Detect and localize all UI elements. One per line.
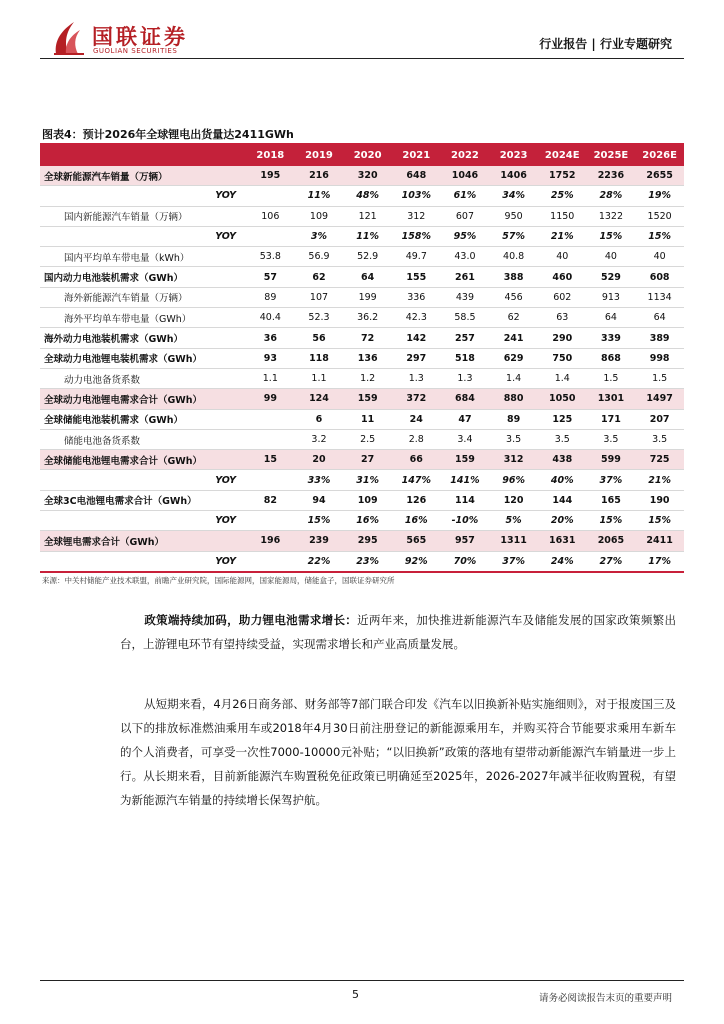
row-label: 国内动力电池装机需求（GWh） bbox=[44, 273, 184, 285]
table-cell: 2411 bbox=[635, 531, 684, 551]
table-cell: 20 bbox=[295, 450, 344, 470]
header-cell-year: 2022 bbox=[441, 145, 490, 166]
table-row bbox=[40, 368, 684, 388]
table-cell: 42.3 bbox=[405, 312, 427, 324]
row-label: 全球动力电池锂电需求合计（GWh） bbox=[40, 389, 246, 409]
table-cell bbox=[246, 551, 295, 572]
table-cell: 165 bbox=[601, 494, 621, 506]
table-cell bbox=[246, 429, 295, 449]
header-cell-year: 2025E bbox=[587, 145, 636, 166]
table-cell: 750 bbox=[552, 352, 573, 364]
table-cell: 1046 bbox=[441, 166, 490, 186]
table-cell: 1631 bbox=[538, 531, 587, 551]
table-cell: 629 bbox=[503, 352, 524, 364]
table-cell: 957 bbox=[441, 531, 490, 551]
table-row bbox=[40, 429, 684, 449]
logo-flame-icon bbox=[52, 20, 86, 56]
row-label: 国内平均单车带电量（kWh） bbox=[64, 252, 190, 264]
report-category: 行业报告 | 行业专题研究 bbox=[539, 37, 672, 51]
table-row bbox=[40, 226, 684, 246]
table-cell: 25% bbox=[550, 190, 574, 202]
row-label: 储能电池备货系数 bbox=[64, 435, 141, 447]
table-cell: 2655 bbox=[635, 166, 684, 186]
figure-title: 图表4：预计2026年全球锂电出货量达2411GWh bbox=[42, 128, 294, 141]
table-cell: 61% bbox=[453, 190, 477, 202]
table-cell: 20% bbox=[550, 515, 574, 527]
table-cell: 950 bbox=[504, 210, 523, 222]
header-divider bbox=[40, 58, 684, 59]
table-cell: 2065 bbox=[587, 531, 636, 551]
table-cell: 599 bbox=[587, 450, 636, 470]
table-cell: 57 bbox=[263, 271, 277, 283]
table-cell: 31% bbox=[356, 474, 380, 486]
table-cell: 388 bbox=[503, 271, 524, 283]
table-cell: 3.5 bbox=[652, 434, 668, 445]
table-cell: 52.3 bbox=[308, 312, 330, 324]
row-label: YOY bbox=[215, 515, 236, 527]
table-row bbox=[40, 470, 684, 490]
table-cell bbox=[246, 226, 295, 246]
table-cell: 99 bbox=[246, 389, 295, 409]
table-cell: 40 bbox=[653, 251, 666, 263]
table-cell: 3.5 bbox=[554, 434, 570, 445]
table-row bbox=[40, 389, 684, 409]
table-cell: 96% bbox=[502, 474, 525, 486]
table-cell: 95% bbox=[453, 231, 477, 243]
table-cell: 290 bbox=[552, 332, 573, 344]
table-row bbox=[40, 409, 684, 429]
table-cell: 297 bbox=[406, 352, 427, 364]
table-cell bbox=[246, 511, 295, 531]
table-cell: 89 bbox=[506, 413, 521, 425]
table-cell: 106 bbox=[261, 210, 280, 222]
table-row bbox=[40, 267, 684, 287]
row-label: 全球新能源汽车销量（万辆） bbox=[40, 166, 246, 186]
table-cell: 1.5 bbox=[652, 373, 668, 385]
table-cell: 24% bbox=[550, 555, 574, 567]
row-label: 全球动力电池锂电装机需求（GWh） bbox=[44, 354, 203, 366]
table-cell: 89 bbox=[264, 291, 277, 303]
table-cell: 456 bbox=[504, 291, 523, 303]
table-cell: 3.5 bbox=[603, 434, 619, 445]
table-cell: 1311 bbox=[489, 531, 538, 551]
figure-source: 来源：中关村储能产业技术联盟，前瞻产业研究院，国际能源网，国家能源局，储能盒子，国联证券研究所 bbox=[42, 576, 395, 585]
table-cell: 37% bbox=[599, 474, 623, 486]
row-label: YOY bbox=[215, 190, 236, 202]
paragraph-policy-heading: 政策端持续加码，助力锂电池需求增长： bbox=[144, 613, 358, 627]
table-cell: 15% bbox=[648, 231, 671, 243]
table-cell: 1050 bbox=[538, 389, 587, 409]
table-cell: 28% bbox=[599, 190, 623, 202]
table-cell: 1301 bbox=[587, 389, 636, 409]
table-cell: 2.5 bbox=[360, 434, 376, 445]
table-cell: 72 bbox=[361, 332, 375, 344]
table-cell: 27% bbox=[599, 555, 623, 567]
table-cell: 124 bbox=[295, 389, 344, 409]
table-cell: 216 bbox=[295, 166, 344, 186]
table-cell: 15 bbox=[246, 450, 295, 470]
table-cell: 684 bbox=[441, 389, 490, 409]
table-cell: 125 bbox=[552, 413, 573, 425]
table-cell: 144 bbox=[552, 494, 573, 506]
table-cell: 64 bbox=[653, 312, 666, 324]
table-cell: 336 bbox=[407, 291, 426, 303]
table-cell: 94 bbox=[312, 494, 326, 506]
table-cell: 64 bbox=[604, 312, 617, 324]
table-cell: 15% bbox=[648, 515, 671, 527]
table-cell: 22% bbox=[307, 555, 331, 567]
row-label: 全球锂电需求合计（GWh） bbox=[40, 531, 246, 551]
table-cell: 40% bbox=[550, 474, 574, 486]
table-cell: 1.1 bbox=[311, 373, 327, 385]
table-cell: 460 bbox=[552, 271, 573, 283]
table-cell: 1.4 bbox=[506, 373, 522, 385]
table-cell: 195 bbox=[246, 166, 295, 186]
table-cell: 239 bbox=[295, 531, 344, 551]
table-cell: 121 bbox=[358, 210, 377, 222]
table-cell: 92% bbox=[404, 555, 428, 567]
table-cell: 3.2 bbox=[311, 434, 327, 445]
table-cell: 19% bbox=[648, 190, 671, 202]
header-cell-label bbox=[40, 145, 246, 166]
table-cell: 1.5 bbox=[603, 373, 619, 385]
table-cell: 103% bbox=[401, 190, 431, 202]
table-cell: 82 bbox=[263, 494, 277, 506]
table-cell: 58.5 bbox=[454, 312, 476, 324]
table-cell: -10% bbox=[451, 515, 479, 527]
table-cell: 36 bbox=[263, 332, 277, 344]
table-cell: 602 bbox=[553, 291, 572, 303]
table-cell: 1.4 bbox=[554, 373, 570, 385]
table-cell: 1752 bbox=[538, 166, 587, 186]
table-cell: 48% bbox=[356, 190, 380, 202]
header-cell-year: 2023 bbox=[489, 145, 538, 166]
table-cell: 40.4 bbox=[259, 312, 281, 324]
table-row bbox=[40, 551, 684, 572]
row-label: 全球储能电池锂电需求合计（GWh） bbox=[40, 450, 246, 470]
table-row bbox=[40, 328, 684, 348]
table-cell: 21% bbox=[648, 474, 671, 486]
table-cell: 40 bbox=[556, 251, 569, 263]
table-row bbox=[40, 490, 684, 510]
header-cell-year: 2021 bbox=[392, 145, 441, 166]
table-row bbox=[40, 247, 684, 267]
table-cell: 438 bbox=[538, 450, 587, 470]
row-label: 海外新能源汽车销量（万辆） bbox=[64, 293, 188, 305]
table-cell: 339 bbox=[601, 332, 621, 344]
table-cell: 40 bbox=[604, 251, 617, 263]
table-cell: 6 bbox=[315, 413, 323, 425]
table-cell bbox=[246, 409, 295, 429]
row-label: 全球3C电池锂电需求合计（GWh） bbox=[44, 496, 197, 508]
table-cell: 2.8 bbox=[408, 434, 424, 445]
table-cell: 199 bbox=[358, 291, 377, 303]
table-row bbox=[40, 308, 684, 328]
paragraph-outlook bbox=[120, 692, 676, 812]
header-cell-year: 2018 bbox=[246, 145, 295, 166]
table-cell: 16% bbox=[356, 515, 380, 527]
table-cell: 93 bbox=[263, 352, 277, 364]
table-row bbox=[40, 450, 684, 470]
table-cell: 136 bbox=[357, 352, 378, 364]
table-cell: 21% bbox=[550, 231, 574, 243]
table-cell: 159 bbox=[441, 450, 490, 470]
table-cell: 1134 bbox=[647, 291, 672, 303]
table-cell: 11% bbox=[307, 190, 331, 202]
table-cell: 109 bbox=[357, 494, 378, 506]
table-row bbox=[40, 206, 684, 226]
row-label: 全球储能电池装机需求（GWh） bbox=[44, 415, 184, 427]
table-cell: 141% bbox=[450, 474, 480, 486]
table-cell: 1.3 bbox=[408, 373, 424, 385]
table-cell: 607 bbox=[455, 210, 475, 222]
table-cell: 107 bbox=[309, 291, 329, 303]
row-label: 海外平均单车带电量（GWh） bbox=[64, 313, 192, 325]
table-cell: 389 bbox=[649, 332, 670, 344]
row-label: 海外动力电池装机需求（GWh） bbox=[44, 334, 184, 346]
table-cell: 1497 bbox=[635, 389, 684, 409]
table-cell: 207 bbox=[649, 413, 670, 425]
table-cell: 439 bbox=[455, 291, 475, 303]
row-label: 国内新能源汽车销量（万辆） bbox=[64, 212, 188, 224]
table-cell: 3.4 bbox=[457, 434, 473, 445]
header-cell-year: 2020 bbox=[343, 145, 392, 166]
table-cell: 70% bbox=[453, 555, 477, 567]
row-label: YOY bbox=[215, 555, 236, 567]
table-cell: 261 bbox=[455, 271, 475, 283]
table-cell: 11 bbox=[361, 413, 375, 425]
table-cell: 312 bbox=[489, 450, 538, 470]
table-cell: 142 bbox=[406, 332, 427, 344]
table-cell bbox=[246, 470, 295, 490]
table-cell: 43.0 bbox=[454, 251, 476, 263]
table-cell: 913 bbox=[601, 291, 620, 303]
table-cell: 109 bbox=[309, 210, 329, 222]
table-row bbox=[40, 166, 684, 186]
table-cell: 27 bbox=[343, 450, 392, 470]
table-cell: 23% bbox=[356, 555, 380, 567]
table-row bbox=[40, 511, 684, 531]
table-cell: 565 bbox=[392, 531, 441, 551]
footer-disclaimer: 请务必阅读报告末页的重要声明 bbox=[538, 993, 672, 1004]
table-cell: 40.8 bbox=[503, 251, 525, 263]
lithium-demand-table bbox=[40, 145, 684, 573]
logo-text-en: GUOLIAN SECURITIES bbox=[93, 47, 178, 55]
table-cell: 1.3 bbox=[457, 373, 473, 385]
table-cell: 11% bbox=[356, 231, 380, 243]
table-cell: 16% bbox=[404, 515, 428, 527]
table-cell: 24 bbox=[409, 413, 423, 425]
table-row bbox=[40, 531, 684, 551]
table-cell: 1.1 bbox=[262, 373, 278, 385]
page-number: 5 bbox=[352, 988, 359, 1001]
table-cell: 118 bbox=[309, 352, 329, 364]
header-cell-year: 2026E bbox=[635, 145, 684, 166]
paragraph-outlook-text: 从短期来看，4月26日商务部、财务部等7部门联合印发《汽车以旧换新补贴实施细则》，对于报废国三及以下的排放标准燃油乘用车或2018年4月30日前注册登记的新能源乘用车，并购买符合节能要求乘用车新车的个人消费者，可享受一次性7000-10000元补贴；“以旧换新”政策的落地有望带动新能源汽车销量进一步上行。从长期来看，目前新能源汽车购置税免征政策已明确延至2025年，2026-2027年减半征收购置税，有望为新能源汽车销量的持续增长保驾护航。 bbox=[120, 697, 676, 807]
table-cell: 372 bbox=[392, 389, 441, 409]
table-cell: 120 bbox=[503, 494, 524, 506]
table-cell: 868 bbox=[601, 352, 621, 364]
table-cell: 158% bbox=[401, 231, 431, 243]
table-cell: 257 bbox=[455, 332, 475, 344]
table-cell: 47 bbox=[458, 413, 472, 425]
table-cell: 63 bbox=[556, 312, 569, 324]
table-cell: 62 bbox=[312, 271, 326, 283]
table-cell: 190 bbox=[649, 494, 670, 506]
table-cell: 49.7 bbox=[405, 251, 427, 263]
table-cell: 171 bbox=[601, 413, 621, 425]
table-cell: 1322 bbox=[598, 210, 624, 222]
header-cell-year: 2024E bbox=[538, 145, 587, 166]
table-cell: 147% bbox=[401, 474, 431, 486]
table-cell: 114 bbox=[455, 494, 475, 506]
table-row bbox=[40, 287, 684, 307]
table-cell: 56.9 bbox=[308, 251, 330, 263]
table-cell: 241 bbox=[503, 332, 524, 344]
table-cell: 33% bbox=[307, 474, 331, 486]
table-cell: 37% bbox=[502, 555, 525, 567]
table-cell: 53.8 bbox=[259, 251, 281, 263]
table-row bbox=[40, 348, 684, 368]
paragraph-policy-text: 近两年来，加快推进新能源汽车及储能发展的国家政策频繁出台，上游锂电环节有望持续受益，实现需求增长和产业高质量发展。 bbox=[120, 613, 676, 651]
table-cell: 725 bbox=[635, 450, 684, 470]
table-cell: 320 bbox=[343, 166, 392, 186]
table-cell: 62 bbox=[507, 312, 520, 324]
table-cell: 312 bbox=[407, 210, 426, 222]
table-cell: 518 bbox=[455, 352, 475, 364]
table-cell: 608 bbox=[649, 271, 670, 283]
table-cell: 998 bbox=[649, 352, 670, 364]
table-cell: 52.9 bbox=[357, 251, 379, 263]
table-row bbox=[40, 186, 684, 206]
logo-text-cn: 国联证券 bbox=[92, 25, 188, 49]
table-cell: 34% bbox=[502, 190, 525, 202]
company-logo bbox=[52, 20, 202, 58]
row-label: YOY bbox=[215, 231, 236, 243]
table-cell: 3.5 bbox=[506, 434, 522, 445]
table-cell: 2236 bbox=[587, 166, 636, 186]
table-cell: 880 bbox=[489, 389, 538, 409]
table-cell: 648 bbox=[392, 166, 441, 186]
table-cell: 64 bbox=[361, 271, 375, 283]
table-cell: 15% bbox=[599, 231, 623, 243]
table-header-row bbox=[40, 145, 684, 166]
header-cell-year: 2019 bbox=[295, 145, 344, 166]
table-cell: 15% bbox=[307, 515, 331, 527]
table-cell: 529 bbox=[601, 271, 621, 283]
table-cell: 56 bbox=[312, 332, 326, 344]
table-cell: 1406 bbox=[489, 166, 538, 186]
table-cell: 15% bbox=[599, 515, 623, 527]
table-cell: 1520 bbox=[647, 210, 672, 222]
table-cell: 126 bbox=[406, 494, 427, 506]
table-cell: 17% bbox=[648, 555, 671, 567]
table-cell: 155 bbox=[406, 271, 427, 283]
table-cell: 36.2 bbox=[357, 312, 379, 324]
table-cell: 5% bbox=[505, 515, 522, 527]
table-cell: 3% bbox=[310, 231, 328, 243]
table-cell: 57% bbox=[502, 231, 525, 243]
table-cell: 1.2 bbox=[360, 373, 376, 385]
table-cell bbox=[246, 186, 295, 206]
table-cell: 1150 bbox=[550, 210, 575, 222]
paragraph-policy bbox=[120, 608, 676, 656]
footer-divider bbox=[40, 980, 684, 981]
row-label: 动力电池备货系数 bbox=[64, 374, 141, 386]
table-cell: 66 bbox=[392, 450, 441, 470]
table-cell: 295 bbox=[343, 531, 392, 551]
table-cell: 159 bbox=[343, 389, 392, 409]
table-cell: 196 bbox=[246, 531, 295, 551]
row-label: YOY bbox=[215, 474, 236, 486]
